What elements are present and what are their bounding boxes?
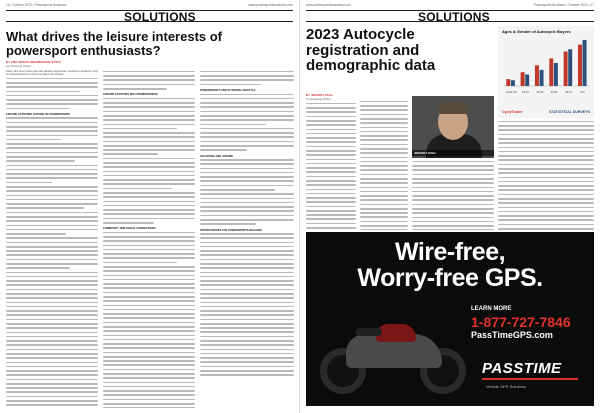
right-section-bar <box>306 10 594 22</box>
right-headline: 2023 Autocycle registration and demographic data <box>306 26 436 74</box>
left-col3-subhead-c: OPPORTUNITIES FOR POWERSPORTS DEALERS <box>200 228 262 232</box>
chart-bar <box>506 79 510 86</box>
right-site: www.powersportsbusiness.com <box>306 3 351 7</box>
chart-bar <box>540 70 544 86</box>
motorcycle-image <box>316 304 471 400</box>
ad-headline-1: Wire-free, <box>394 238 506 266</box>
ad-learn-more: LEARN MORE <box>471 306 512 312</box>
left-folio: 16 • October 2023 • Powersports Business <box>6 3 67 7</box>
left-col2-subhead-b: COMMUNITY AND SOCIAL CONNECTIONS <box>103 227 156 231</box>
chart-bar <box>554 63 558 86</box>
chart-bar <box>564 52 568 87</box>
chart-x-tick-label: 35-44 <box>536 91 544 94</box>
right-page <box>300 0 600 413</box>
chart-bar <box>525 75 529 87</box>
right-byline-role: Contributing Writer <box>306 97 331 101</box>
chart-x-tick-label: Under 25 <box>505 91 517 94</box>
chart-bar <box>549 58 553 86</box>
ad-phone[interactable]: 1-877-727-7846 <box>471 314 571 330</box>
chart-x-tick-label: 45-54 <box>550 91 558 94</box>
author-photo <box>412 96 494 158</box>
left-folio-line <box>6 3 293 9</box>
right-column-2 <box>360 100 408 230</box>
ad-headline-2: Worry-free GPS. <box>357 264 543 292</box>
left-col3-subhead: POWERSPORTS AND OUTDOOR LIFESTYLE <box>200 89 256 93</box>
chart-bar <box>583 40 587 86</box>
right-column-3 <box>412 160 494 230</box>
left-col2-subhead-a: LEISURE ACTIVITIES WITH POWERSPORTS <box>103 93 158 97</box>
age-gender-chart <box>498 26 594 118</box>
ad-url-link[interactable]: PassTimeGPS.com <box>471 330 553 340</box>
right-column-4 <box>498 120 594 230</box>
left-section-label: SOLUTIONS <box>124 10 196 24</box>
left-byline: BY ENS GROUP INFORMATION STAFF <box>6 60 61 64</box>
passtime-logo: PASSTIME <box>482 360 562 377</box>
chart-svg <box>498 36 594 96</box>
cycletrader-logo: CycleTrader <box>502 110 523 114</box>
right-folio-line <box>306 3 594 9</box>
left-section-bar <box>6 10 293 22</box>
chart-bar <box>535 65 539 86</box>
left-headline: What drives the leisure interests of powersport enthusiasts? <box>6 29 223 58</box>
left-col1-intro: Jason, who hired motorcycles and vacation experiences, spends his weekends trying to understand how his customers relate to the industry. <box>6 70 98 77</box>
left-col3-subhead-b: VACATIONS AND LEISURE <box>200 154 234 158</box>
ad-tagline: Vehicle GPS Solutions <box>486 384 527 389</box>
photo-caption: JEFFREY ROLL <box>412 150 494 156</box>
chart-bar <box>521 72 525 86</box>
right-section-label: SOLUTIONS <box>418 10 490 24</box>
statistical-surveys-logo: STATISTICAL SURVEYS <box>549 110 590 114</box>
chart-bar <box>511 80 515 86</box>
right-folio: Powersports Business • October 2023 • 17 <box>533 3 594 7</box>
left-byline-role: Contributing Writer <box>6 64 31 68</box>
chart-title: Ages & Gender of Autocycle Buyers <box>502 29 571 34</box>
chart-bar <box>568 49 572 86</box>
chart-logos <box>502 110 590 114</box>
left-column-3 <box>200 70 294 408</box>
left-column-1 <box>6 70 98 408</box>
chart-x-tick-label: 25-34 <box>522 91 529 94</box>
right-byline: BY JEFFREY ROLL <box>306 93 334 97</box>
right-column-1 <box>306 102 356 230</box>
left-column-2 <box>103 70 195 408</box>
left-site: www.powersportsbusiness.com <box>248 3 293 7</box>
gps-advertisement[interactable] <box>306 232 594 406</box>
chart-x-tick-label: 55-64 <box>565 91 572 94</box>
left-col1-subhead: LEISURE ACTIVITIES OUTSIDE OF POWERSPORTS <box>6 113 70 117</box>
chart-x-tick-label: 65+ <box>580 91 586 94</box>
chart-bar <box>578 45 582 86</box>
